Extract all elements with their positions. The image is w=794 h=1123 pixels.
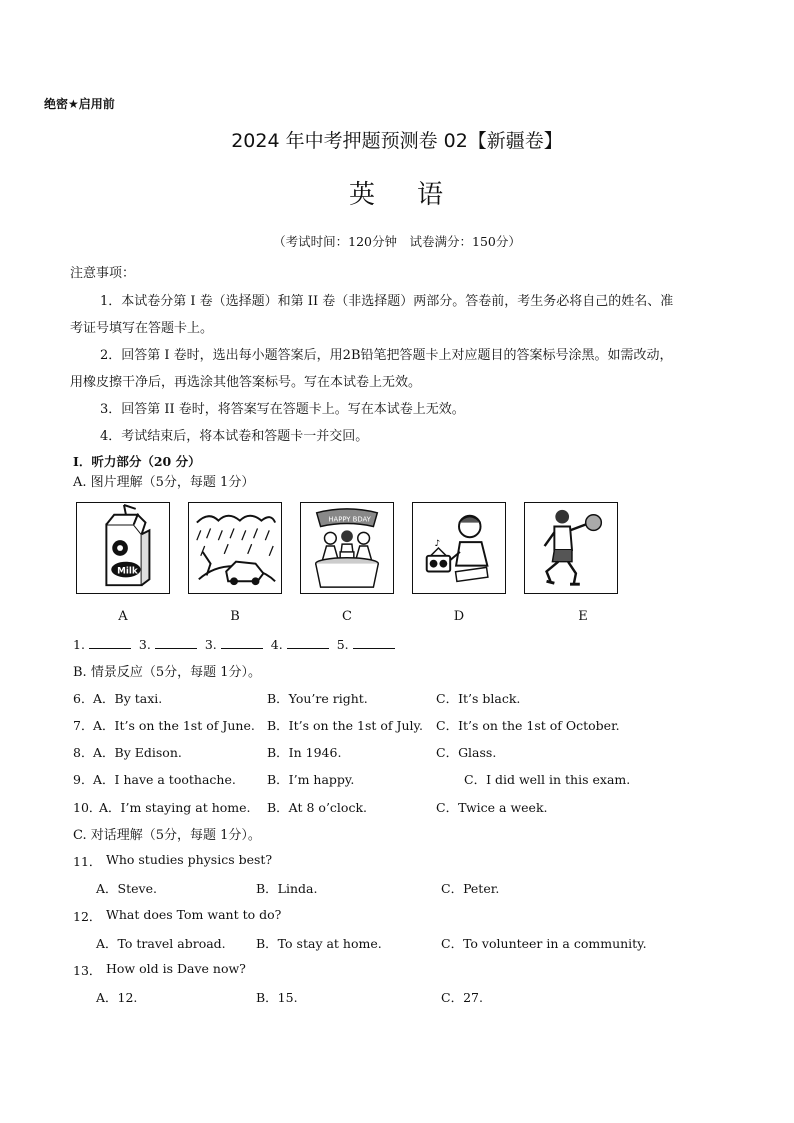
part-c-heading: C. 对话理解（5分，每题 1分）。 [73, 828, 261, 843]
rainy-car-icon [188, 502, 282, 594]
option-a: A．I have a toothache. [93, 772, 236, 787]
option-c: C．To volunteer in a community. [441, 936, 647, 951]
option-b: B．You’re right. [267, 691, 368, 706]
question-text: Who studies physics best? [106, 852, 273, 867]
question-number: 11． [73, 854, 102, 869]
option-c: C．Peter. [441, 881, 500, 896]
option-b: B．At 8 o’clock. [267, 800, 367, 815]
subject-char-2: 语 [417, 180, 446, 210]
blank-number: 3. [204, 637, 217, 652]
answer-blank[interactable] [221, 636, 263, 649]
option-a: A．I’m staying at home. [99, 800, 251, 815]
option-c: C．I did well in this exam. [464, 772, 631, 787]
subject-char-1: 英 [348, 180, 377, 210]
note-line: 用橡皮擦干净后，再选涂其他答案标号。写在本试卷上无效。 [70, 375, 422, 390]
notes-heading: 注意事项： [70, 266, 136, 281]
question-text: What does Tom want to do? [106, 907, 282, 922]
note-line: 3．回答第 II 卷时，将答案写在答题卡上。写在本试卷上无效。 [100, 402, 465, 417]
answer-blank[interactable] [287, 636, 329, 649]
option-a: A．Steve. [96, 881, 157, 896]
option-b: B．It’s on the 1st of July. [267, 718, 423, 733]
option-a: A．To travel abroad. [96, 936, 226, 951]
note-line: 2．回答第 I 卷时，选出每小题答案后，用2B铅笔把答题卡上对应题目的答案标号涂黑。如需改动， [100, 348, 673, 363]
milk-carton-icon [76, 502, 170, 594]
option-c: C．27. [441, 990, 483, 1005]
picture-label-b: B [230, 609, 240, 624]
note-line: 考证号填写在答题卡上。 [70, 321, 214, 336]
option-a: A．12. [96, 990, 138, 1005]
blank-number: 3. [138, 637, 151, 652]
question-number: 12． [73, 909, 102, 924]
exam-title: 2024 年中考押题预测卷 02【新疆卷】 [231, 130, 563, 152]
picture-label-a: A [118, 609, 128, 624]
note-line: 4．考试结束后，将本试卷和答题卡一并交回。 [100, 429, 369, 444]
question-text: How old is Dave now? [106, 961, 246, 976]
blank-number: 5. [336, 637, 349, 652]
note-line: 1．本试卷分第 I 卷（选择题）和第 II 卷（非选择题）两部分。答卷前，考生务必将自己的姓名、准 [100, 294, 674, 309]
blank-number: 4. [270, 637, 283, 652]
answer-blank[interactable] [353, 636, 395, 649]
part-b-heading: B. 情景反应（5分，每题 1分）。 [73, 665, 261, 680]
question-number: 13． [73, 963, 102, 978]
svg-text:Milk: Milk [117, 566, 138, 577]
section-heading: Ⅰ．听力部分（20 分） [73, 454, 201, 469]
option-b: B．15. [256, 990, 298, 1005]
basketball-player-icon [524, 502, 618, 594]
option-c: C．Glass. [436, 745, 497, 760]
option-a: A．By taxi. [93, 691, 163, 706]
picture-label-e: E [578, 609, 588, 624]
option-c: C．It’s black. [436, 691, 521, 706]
option-c: C．It’s on the 1st of October. [436, 718, 620, 733]
option-a: A．It’s on the 1st of June. [93, 718, 255, 733]
option-c: C．Twice a week. [436, 800, 548, 815]
part-a-heading: A. 图片理解（5分，每题 1分） [73, 475, 255, 490]
subject-title [0, 174, 794, 211]
picture-label-c: C [342, 609, 352, 624]
picture-label-d: D [453, 609, 465, 624]
question-number: 8． [73, 745, 94, 760]
birthday-party-icon [300, 502, 394, 594]
boy-with-radio-icon [412, 502, 506, 594]
question-number: 10． [73, 800, 102, 815]
exam-info: （考试时间：120分钟 试卷满分：150分） [273, 234, 521, 249]
svg-text:♪: ♪ [434, 539, 441, 550]
answer-blank[interactable] [155, 636, 197, 649]
option-b: B．To stay at home. [256, 936, 382, 951]
blank-number: 1. [73, 637, 85, 652]
option-b: B．In 1946. [267, 745, 342, 760]
svg-text:HAPPY BDAY: HAPPY BDAY [328, 515, 371, 524]
question-number: 7． [73, 718, 94, 733]
option-a: A．By Edison. [93, 745, 182, 760]
option-b: B．I’m happy. [267, 772, 355, 787]
answer-blank[interactable] [89, 636, 131, 649]
answer-blanks [73, 636, 399, 652]
confidential-mark: 绝密★启用前 [44, 97, 115, 111]
option-b: B．Linda. [256, 881, 318, 896]
question-number: 9． [73, 772, 94, 787]
question-number: 6． [73, 691, 94, 706]
